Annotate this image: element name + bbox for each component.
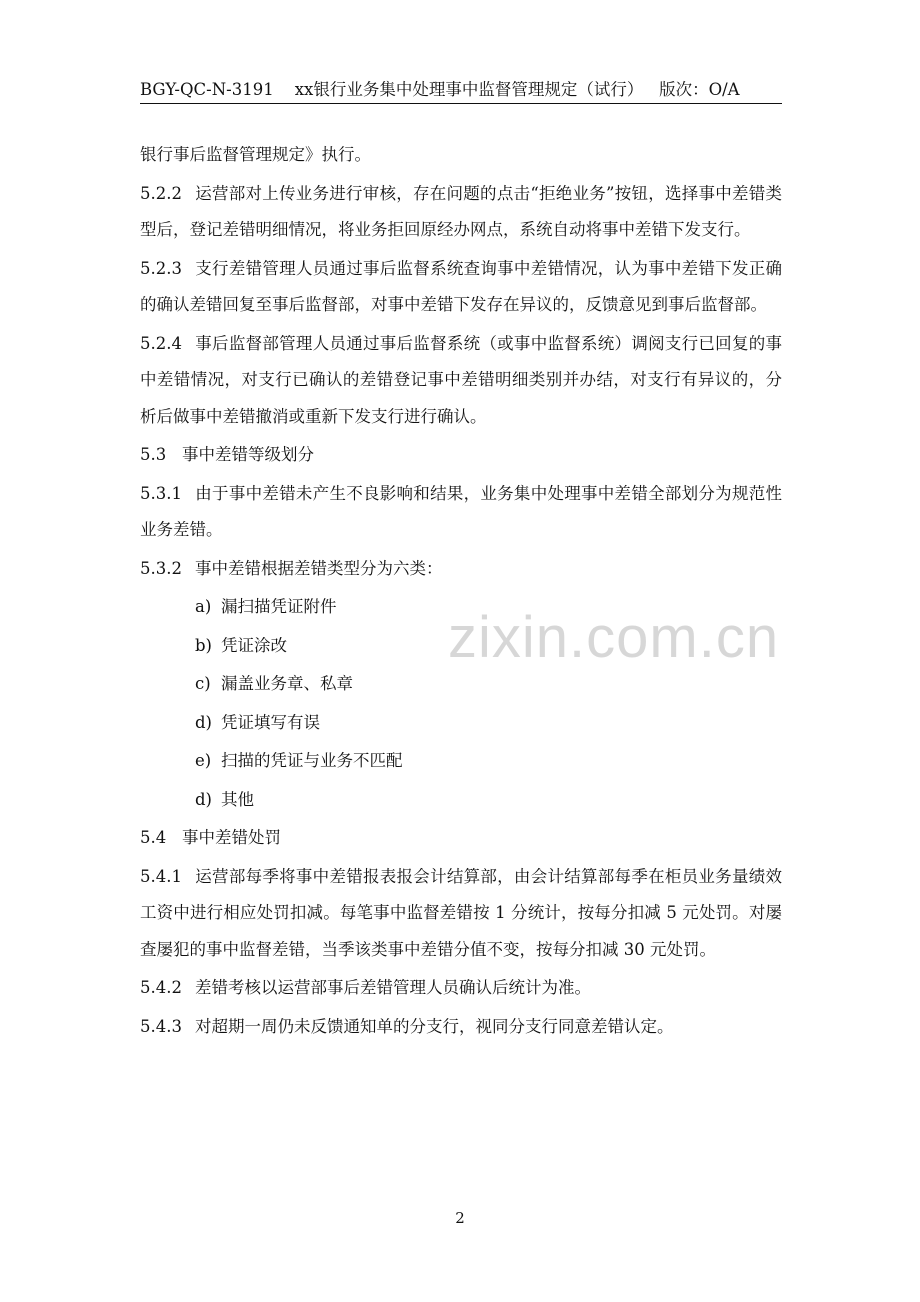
paragraph-text: 事中差错根据差错类型分为六类： <box>195 558 443 578</box>
list-item-label: d) <box>195 789 212 809</box>
paragraph-text: 对超期一周仍未反馈通知单的分支行，视同分支行同意差错认定。 <box>195 1016 674 1036</box>
paragraph-5-4-2 <box>140 970 782 1007</box>
list-item <box>195 666 782 703</box>
document-body <box>140 137 782 1047</box>
doc-title: xx银行业务集中处理事中监督管理规定（试行） <box>294 80 644 99</box>
doc-code: BGY-QC-N-3191 <box>140 80 274 99</box>
paragraph-text: 运营部每季将事中差错报表报会计结算部，由会计结算部每季在柜员业务量绩效工资中进行相应处罚扣减。每笔事中监督差错按 1 分统计，按每分扣减 5 元处罚。对屡查屡犯的事中监督差错，当季该类事中差错分值不变，按每分扣减 30 元处罚。 <box>140 866 782 959</box>
paragraph-5-2-3 <box>140 251 782 324</box>
list-item-label: e) <box>195 751 212 770</box>
list-item <box>195 743 782 780</box>
paragraph-5-4-1 <box>140 859 782 969</box>
paragraph-5-3-2 <box>140 551 782 588</box>
paragraph-text: 支行差错管理人员通过事后监督系统查询事中差错情况，认为事中差错下发正确的确认差错回复至事后监督部，对事中差错下发存在异议的，反馈意见到事后监督部。 <box>140 258 782 314</box>
list-item <box>195 628 782 665</box>
list-item-text: 凭证涂改 <box>221 635 287 655</box>
version-label: 版次：O/A <box>659 80 740 99</box>
paragraph-text: 由于事中差错未产生不良影响和结果，业务集中处理事中差错全部划分为规范性业务差错。 <box>140 483 782 539</box>
watermark: zixin.com.cn <box>448 605 780 670</box>
list-item-label: a) <box>195 597 212 616</box>
paragraph-5-3-1 <box>140 476 782 549</box>
paragraph-text: 运营部对上传业务进行审核，存在问题的点击“拒绝业务”按钮，选择事中差错类型后，登记差错明细情况，将业务拒回原经办网点，系统自动将事中差错下发支行。 <box>140 183 782 239</box>
section-number: 5.4 <box>140 828 167 847</box>
section-heading-5-4 <box>140 820 782 857</box>
paragraph-text: 银行事后监督管理规定》执行。 <box>140 145 371 164</box>
paragraph-number: 5.2.3 <box>140 258 182 278</box>
list-item-label: d) <box>195 712 212 732</box>
page-header <box>140 80 782 100</box>
paragraph-5-2-2 <box>140 176 782 249</box>
list-item-text: 漏扫描凭证附件 <box>221 597 337 616</box>
list-item-text: 凭证填写有误 <box>221 712 320 732</box>
section-heading-5-3 <box>140 437 782 474</box>
paragraph-number: 5.2.4 <box>140 333 182 353</box>
list-item-text: 其他 <box>221 789 254 809</box>
list-item <box>195 705 782 742</box>
list-item <box>195 589 782 626</box>
list-item-text: 漏盖业务章、私章 <box>221 674 353 693</box>
paragraph-number: 5.4.1 <box>140 866 182 886</box>
paragraph-number: 5.3.1 <box>140 483 182 503</box>
paragraph-continuation <box>140 137 782 174</box>
paragraph-5-2-4 <box>140 326 782 436</box>
section-number: 5.3 <box>140 445 167 464</box>
paragraph-text: 事后监督部管理人员通过事后监督系统（或事中监督系统）调阅支行已回复的事中差错情况，对支行已确认的差错登记事中差错明细类别并办结，对支行有异议的，分析后做事中差错撤消或重新下发支行进行确认。 <box>140 333 782 426</box>
section-title: 事中差错处罚 <box>182 828 281 847</box>
paragraph-5-4-3 <box>140 1009 782 1046</box>
list-item-label: b) <box>195 635 212 655</box>
section-title: 事中差错等级划分 <box>182 445 314 464</box>
list-item-text: 扫描的凭证与业务不匹配 <box>221 751 403 770</box>
page-number: 2 <box>455 1209 465 1227</box>
list-item-label: c) <box>195 674 211 693</box>
header-rule <box>140 103 782 104</box>
list-item <box>195 782 782 819</box>
paragraph-number: 5.4.2 <box>140 978 182 997</box>
paragraph-number: 5.4.3 <box>140 1016 182 1036</box>
paragraph-text: 差错考核以运营部事后差错管理人员确认后统计为准。 <box>195 978 591 997</box>
paragraph-number: 5.2.2 <box>140 183 182 203</box>
paragraph-number: 5.3.2 <box>140 558 182 578</box>
